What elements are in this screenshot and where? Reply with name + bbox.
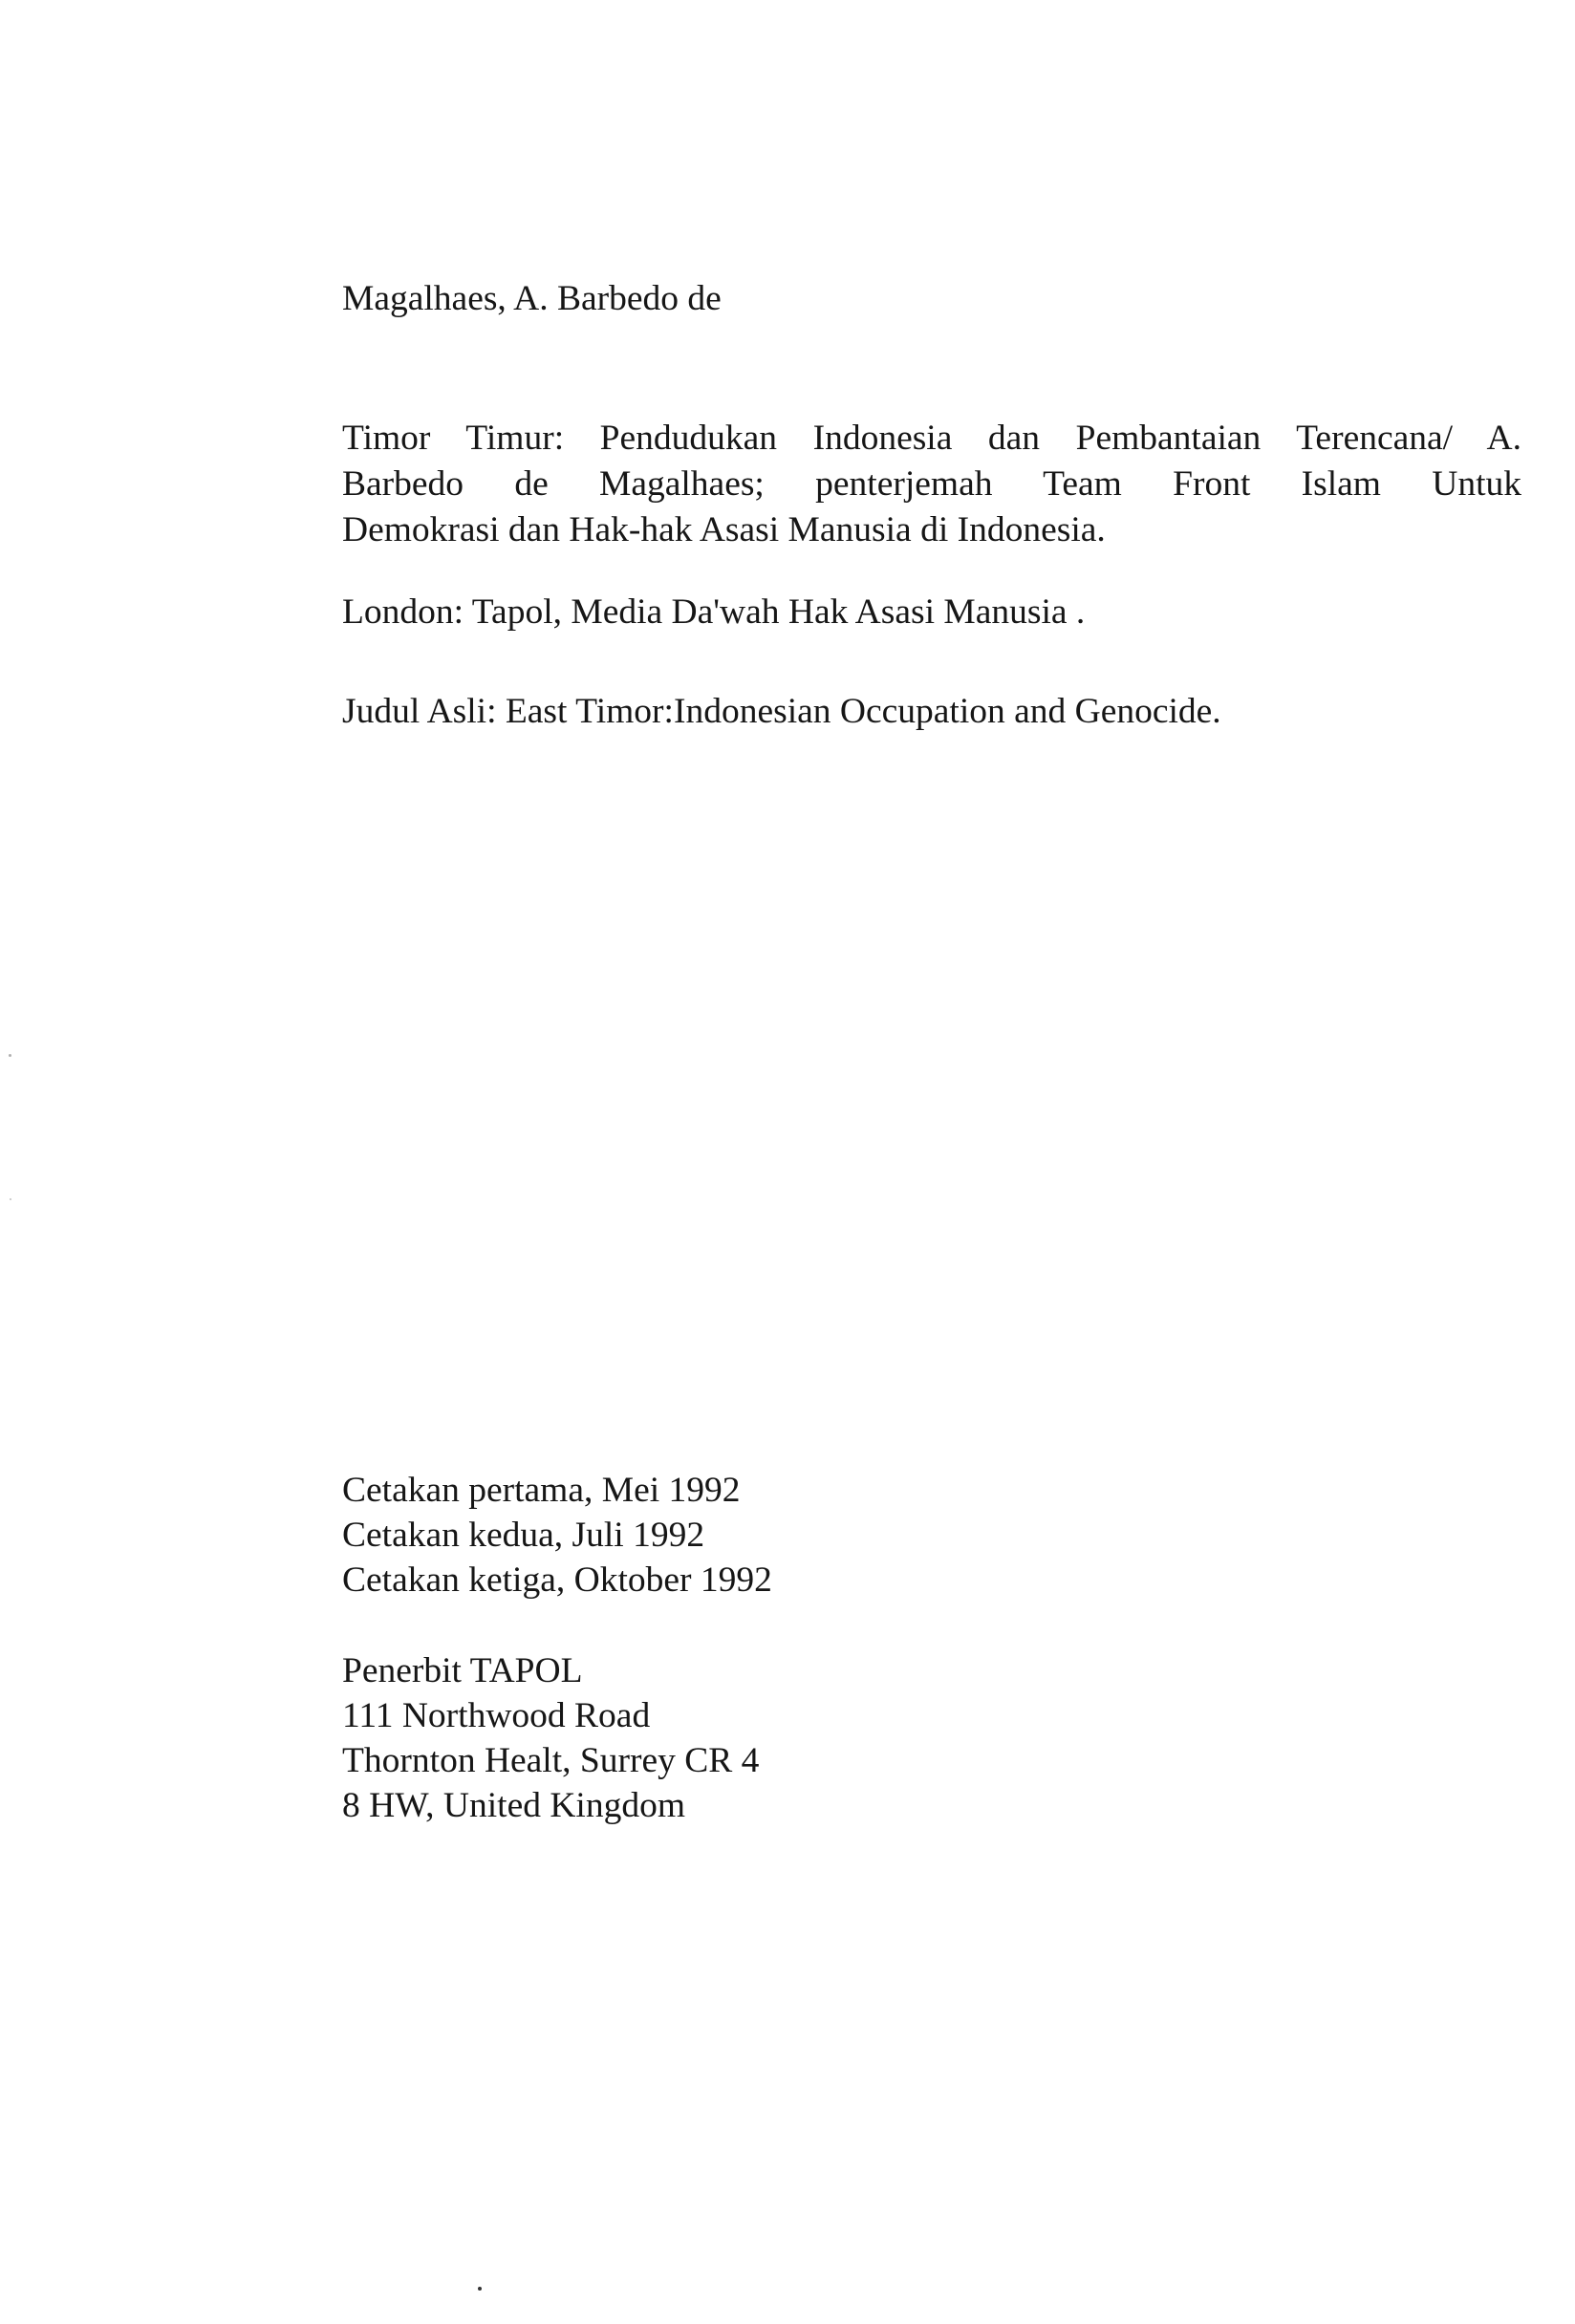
title-line-3: Demokrasi dan Hak-hak Asasi Manusia di Indonesia. xyxy=(342,510,1106,549)
original-title-line: Judul Asli: East Timor:Indonesian Occupation and Genocide. xyxy=(342,692,1221,731)
address-country: 8 HW, United Kingdom xyxy=(342,1786,686,1825)
scan-speck xyxy=(10,1198,11,1200)
printing-first: Cetakan pertama, Mei 1992 xyxy=(342,1471,741,1510)
scan-speck xyxy=(9,1054,11,1057)
printing-second: Cetakan kedua, Juli 1992 xyxy=(342,1516,705,1555)
printing-third: Cetakan ketiga, Oktober 1992 xyxy=(342,1560,772,1600)
title-line-2: Barbedo de Magalhaes; penterjemah Team Front Islam Untuk xyxy=(342,464,1521,504)
publisher-name: Penerbit TAPOL xyxy=(342,1651,583,1690)
address-street: 111 Northwood Road xyxy=(342,1696,651,1735)
scan-speck xyxy=(478,2287,482,2291)
author-name: Magalhaes, A. Barbedo de xyxy=(342,279,722,318)
address-city: Thornton Healt, Surrey CR 4 xyxy=(342,1741,760,1780)
title-line-1: Timor Timur: Pendudukan Indonesia dan Pembantaian Terencana/ A. xyxy=(342,419,1521,458)
publisher-line: London: Tapol, Media Da'wah Hak Asasi Manusia . xyxy=(342,592,1086,632)
